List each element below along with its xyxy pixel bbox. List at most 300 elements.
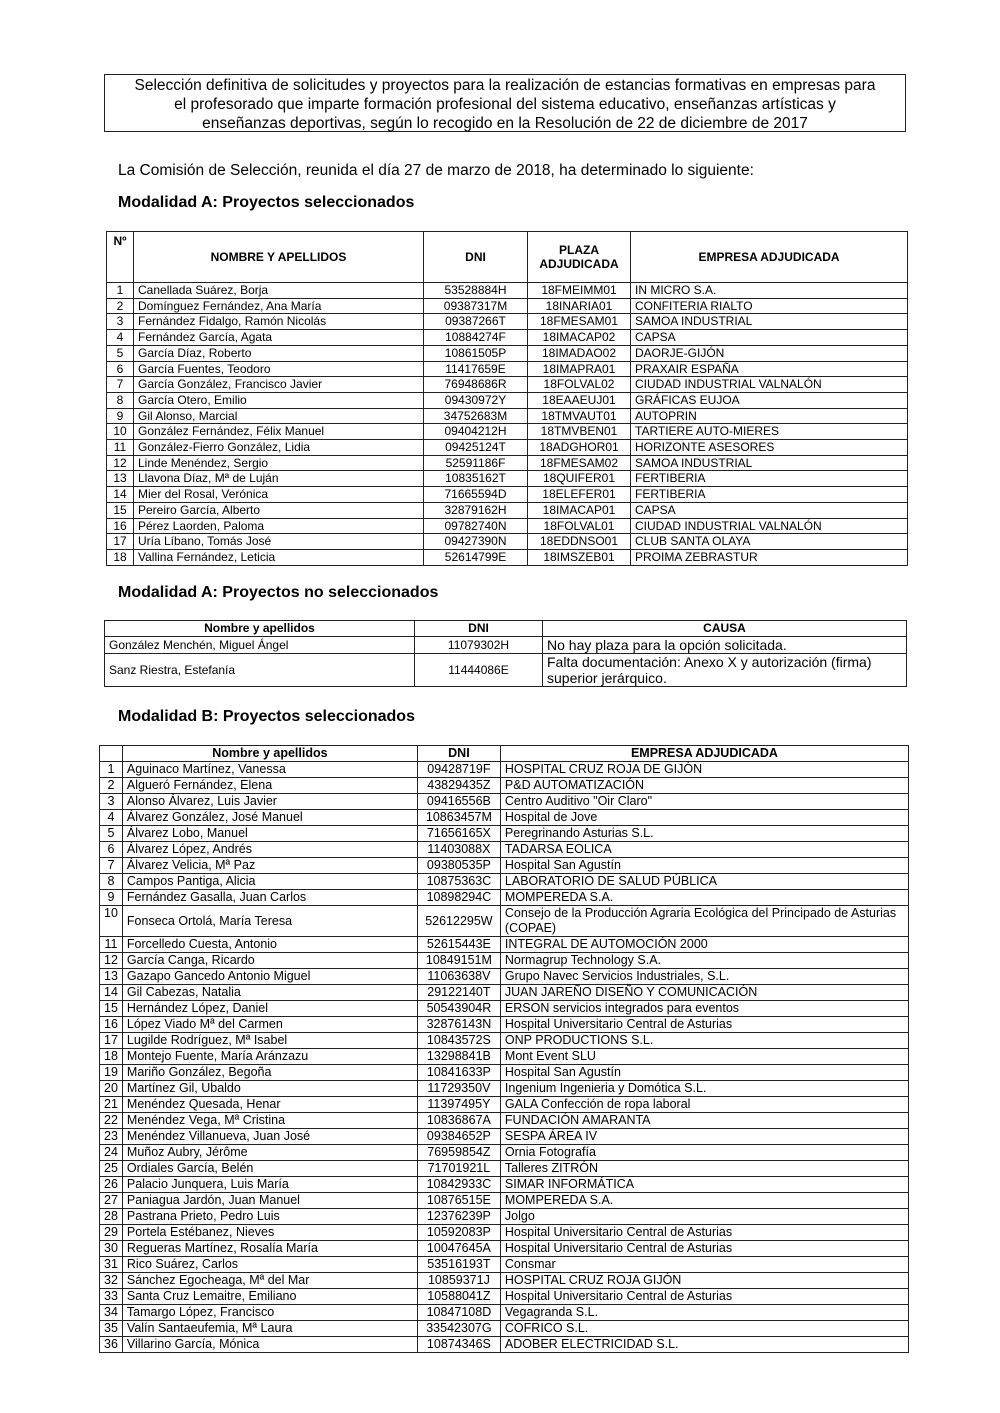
cell-dni: 33542307G bbox=[417, 1321, 500, 1337]
cell-empresa: FERTIBERIA bbox=[631, 487, 908, 503]
table-row bbox=[100, 953, 909, 969]
cell-dni: 09428719F bbox=[417, 762, 500, 778]
table-row bbox=[100, 1097, 909, 1113]
cell-name: López Viado Mª del Carmen bbox=[122, 1017, 417, 1033]
table-header-row bbox=[100, 746, 909, 762]
table-row bbox=[105, 654, 907, 687]
table-row bbox=[107, 534, 908, 550]
cell-no: 6 bbox=[107, 361, 134, 377]
cell-no: 2 bbox=[107, 298, 134, 314]
cell-dni: 10835162T bbox=[424, 471, 528, 487]
header-plaza-line-2: ADJUDICADA bbox=[539, 257, 619, 271]
cell-no: 1 bbox=[100, 762, 123, 778]
cell-empresa: IN MICRO S.A. bbox=[631, 283, 908, 299]
table-row bbox=[100, 1065, 909, 1081]
cell-empresa: HORIZONTE ASESORES bbox=[631, 440, 908, 456]
cell-dni: 10047645A bbox=[417, 1241, 500, 1257]
cell-name: Álvarez López, Andrés bbox=[122, 842, 417, 858]
table-row bbox=[100, 1145, 909, 1161]
cell-name: González-Fierro González, Lidia bbox=[134, 440, 424, 456]
table-modalidad-a-not-selected bbox=[104, 620, 907, 687]
cell-dni: 09384652P bbox=[417, 1129, 500, 1145]
cell-dni: 09425124T bbox=[424, 440, 528, 456]
cell-empresa: FUNDACIÓN AMARANTA bbox=[500, 1113, 908, 1129]
title-line-1: Selección definitiva de solicitudes y proyectos para la realización de estancias formativas en empresas para bbox=[134, 77, 876, 94]
cell-empresa: GRÁFICAS EUJOA bbox=[631, 392, 908, 408]
cell-no: 23 bbox=[100, 1129, 123, 1145]
cell-empresa: Grupo Navec Servicios Industriales, S.L. bbox=[500, 969, 908, 985]
table-row bbox=[100, 778, 909, 794]
cell-name: Palacio Junquera, Luis María bbox=[122, 1177, 417, 1193]
cell-name: Sánchez Egocheaga, Mª del Mar bbox=[122, 1273, 417, 1289]
cell-name: Alonso Álvarez, Luis Javier bbox=[122, 794, 417, 810]
cell-no: 32 bbox=[100, 1273, 123, 1289]
cell-no: 10 bbox=[107, 424, 134, 440]
header-empresa: EMPRESA ADJUDICADA bbox=[631, 232, 908, 283]
cell-empresa: FERTIBERIA bbox=[631, 471, 908, 487]
cell-empresa: Vegagranda S.L. bbox=[500, 1305, 908, 1321]
cell-dni: 52614799E bbox=[424, 549, 528, 565]
cell-no: 27 bbox=[100, 1193, 123, 1209]
table-modalidad-b-selected bbox=[99, 745, 909, 1353]
table-row bbox=[100, 969, 909, 985]
table-row bbox=[100, 906, 909, 937]
cell-dni: 53516193T bbox=[417, 1257, 500, 1273]
cell-dni: 52591186F bbox=[424, 455, 528, 471]
cell-name: Paniagua Jardón, Juan Manuel bbox=[122, 1193, 417, 1209]
table-row bbox=[100, 1001, 909, 1017]
table-header-row bbox=[105, 621, 907, 637]
cell-empresa: Consmar bbox=[500, 1257, 908, 1273]
cell-no: 22 bbox=[100, 1113, 123, 1129]
cell-dni: 32876143N bbox=[417, 1017, 500, 1033]
table-row bbox=[105, 637, 907, 654]
cell-dni: 52615443E bbox=[417, 937, 500, 953]
cell-dni: 10876515E bbox=[417, 1193, 500, 1209]
cell-name: García Otero, Emilio bbox=[134, 392, 424, 408]
table-row bbox=[100, 985, 909, 1001]
cell-dni: 52612295W bbox=[417, 906, 500, 937]
cell-empresa: COFRICO S.L. bbox=[500, 1321, 908, 1337]
cell-no: 21 bbox=[100, 1097, 123, 1113]
cell-dni: 12376239P bbox=[417, 1209, 500, 1225]
cell-no: 17 bbox=[107, 534, 134, 550]
cell-no: 36 bbox=[100, 1337, 123, 1353]
cell-plaza: 18TMVBEN01 bbox=[528, 424, 631, 440]
cell-dni: 76948686R bbox=[424, 377, 528, 393]
cell-dni: 10847108D bbox=[417, 1305, 500, 1321]
cell-name: Fonseca Ortolá, María Teresa bbox=[122, 906, 417, 937]
table-row bbox=[100, 1017, 909, 1033]
cell-plaza: 18EDDNSO01 bbox=[528, 534, 631, 550]
cell-no: 1 bbox=[107, 283, 134, 299]
cell-dni: 11063638V bbox=[417, 969, 500, 985]
cell-dni: 10859371J bbox=[417, 1273, 500, 1289]
cell-plaza: 18FMESAM02 bbox=[528, 455, 631, 471]
cell-dni: 10588041Z bbox=[417, 1289, 500, 1305]
cell-no: 17 bbox=[100, 1033, 123, 1049]
cell-empresa: Hospital Universitario Central de Asturias bbox=[500, 1241, 908, 1257]
cell-name: Martínez Gil, Ubaldo bbox=[122, 1081, 417, 1097]
cell-name: Hernández López, Daniel bbox=[122, 1001, 417, 1017]
table-row bbox=[100, 762, 909, 778]
cell-name: Álvarez González, José Manuel bbox=[122, 810, 417, 826]
table-row bbox=[107, 314, 908, 330]
cell-plaza: 18IMADAO02 bbox=[528, 345, 631, 361]
cell-dni: 11729350V bbox=[417, 1081, 500, 1097]
table-row bbox=[107, 392, 908, 408]
header-plaza-line-1: PLAZA bbox=[559, 242, 599, 257]
cell-no: 34 bbox=[100, 1305, 123, 1321]
table-row bbox=[107, 487, 908, 503]
cell-empresa: INTEGRAL DE AUTOMOCIÓN 2000 bbox=[500, 937, 908, 953]
heading-modalidad-a-selected: Modalidad A: Proyectos seleccionados bbox=[118, 194, 415, 211]
cell-dni: 10898294C bbox=[417, 890, 500, 906]
cell-empresa: Ornia Fotografía bbox=[500, 1145, 908, 1161]
cell-name: Portela Estébanez, Nieves bbox=[122, 1225, 417, 1241]
table-row bbox=[107, 455, 908, 471]
heading-modalidad-a-not-selected: Modalidad A: Proyectos no seleccionados bbox=[118, 584, 439, 601]
cell-name: Álvarez Velicia, Mª Paz bbox=[122, 858, 417, 874]
cell-name: Tamargo López, Francisco bbox=[122, 1305, 417, 1321]
table-row bbox=[100, 842, 909, 858]
cell-no: 30 bbox=[100, 1241, 123, 1257]
cell-dni: 09380535P bbox=[417, 858, 500, 874]
cell-no: 8 bbox=[100, 874, 123, 890]
cell-name: Aguinaco Martínez, Vanessa bbox=[122, 762, 417, 778]
cell-name: Lugilde Rodríguez, Mª Isabel bbox=[122, 1033, 417, 1049]
table-row bbox=[100, 1129, 909, 1145]
cell-name: Gazapo Gancedo Antonio Miguel bbox=[122, 969, 417, 985]
cell-empresa: LABORATORIO DE SALUD PÚBLICA bbox=[500, 874, 908, 890]
cell-empresa: HOSPITAL CRUZ ROJA GIJÓN bbox=[500, 1273, 908, 1289]
cell-plaza: 18FMEIMM01 bbox=[528, 283, 631, 299]
cell-empresa: Hospital Universitario Central de Asturias bbox=[500, 1017, 908, 1033]
table-row bbox=[100, 794, 909, 810]
table-row bbox=[107, 549, 908, 565]
cell-name: Montejo Fuente, María Aránzazu bbox=[122, 1049, 417, 1065]
table-row bbox=[100, 1241, 909, 1257]
cell-dni: 10842933C bbox=[417, 1177, 500, 1193]
header-name: NOMBRE Y APELLIDOS bbox=[134, 232, 424, 283]
cell-no: 3 bbox=[100, 794, 123, 810]
cell-dni: 10874346S bbox=[417, 1337, 500, 1353]
cell-name: González Fernández, Félix Manuel bbox=[134, 424, 424, 440]
cell-dni: 71665594D bbox=[424, 487, 528, 503]
cell-dni: 09427390N bbox=[424, 534, 528, 550]
cell-dni: 10849151M bbox=[417, 953, 500, 969]
cell-no: 35 bbox=[100, 1321, 123, 1337]
table-row bbox=[100, 937, 909, 953]
cell-no: 16 bbox=[100, 1017, 123, 1033]
cell-empresa: SESPA ÁREA IV bbox=[500, 1129, 908, 1145]
table-header-row bbox=[107, 232, 908, 283]
cell-dni: 43829435Z bbox=[417, 778, 500, 794]
cell-name: Algueró Fernández, Elena bbox=[122, 778, 417, 794]
cell-no: 11 bbox=[107, 440, 134, 456]
cell-dni: 11397495Y bbox=[417, 1097, 500, 1113]
cell-name: Muñoz Aubry, Jérôme bbox=[122, 1145, 417, 1161]
table-row bbox=[107, 518, 908, 534]
cell-name: Menéndez Villanueva, Juan José bbox=[122, 1129, 417, 1145]
cell-dni: 09416556B bbox=[417, 794, 500, 810]
cell-no: 8 bbox=[107, 392, 134, 408]
cell-no: 20 bbox=[100, 1081, 123, 1097]
cell-empresa: CONFITERIA RIALTO bbox=[631, 298, 908, 314]
cell-empresa: DAORJE-GIJÓN bbox=[631, 345, 908, 361]
cell-no: 2 bbox=[100, 778, 123, 794]
cell-name: Sanz Riestra, Estefanía bbox=[105, 654, 415, 687]
cell-name: Vallina Fernández, Leticia bbox=[134, 549, 424, 565]
cell-dni: 10863457M bbox=[417, 810, 500, 826]
cell-dni: 29122140T bbox=[417, 985, 500, 1001]
table-row bbox=[107, 424, 908, 440]
cell-dni: 09782740N bbox=[424, 518, 528, 534]
cell-empresa: CIUDAD INDUSTRIAL VALNALÓN bbox=[631, 518, 908, 534]
cell-empresa: Consejo de la Producción Agraria Ecológica del Principado de Asturias (COPAE) bbox=[500, 906, 908, 937]
cell-dni: 09430972Y bbox=[424, 392, 528, 408]
cell-empresa: Talleres ZITRÓN bbox=[500, 1161, 908, 1177]
cell-dni: 53528884H bbox=[424, 283, 528, 299]
cell-empresa: CIUDAD INDUSTRIAL VALNALÓN bbox=[631, 377, 908, 393]
cell-name: Linde Menéndez, Sergio bbox=[134, 455, 424, 471]
cell-plaza: 18IMACAP01 bbox=[528, 502, 631, 518]
cell-name: Uría Líbano, Tomás José bbox=[134, 534, 424, 550]
cell-name: Fernández García, Agata bbox=[134, 330, 424, 346]
cell-causa: Falta documentación: Anexo X y autorización (firma) superior jerárquico. bbox=[543, 654, 907, 687]
cell-name: García González, Francisco Javier bbox=[134, 377, 424, 393]
cell-no: 4 bbox=[107, 330, 134, 346]
cell-no: 31 bbox=[100, 1257, 123, 1273]
cell-no: 33 bbox=[100, 1289, 123, 1305]
cell-no: 15 bbox=[107, 502, 134, 518]
cell-no: 24 bbox=[100, 1145, 123, 1161]
header-causa: CAUSA bbox=[543, 621, 907, 637]
cell-empresa: CLUB SANTA OLAYA bbox=[631, 534, 908, 550]
table-modalidad-a-selected bbox=[106, 231, 908, 566]
cell-name: Ordiales García, Belén bbox=[122, 1161, 417, 1177]
header-name: Nombre y apellidos bbox=[122, 746, 417, 762]
header-name: Nombre y apellidos bbox=[105, 621, 415, 637]
table-row bbox=[100, 1305, 909, 1321]
cell-dni: 11444086E bbox=[415, 654, 543, 687]
table-row bbox=[100, 1289, 909, 1305]
cell-empresa: PRAXAIR ESPAÑA bbox=[631, 361, 908, 377]
cell-no: 7 bbox=[100, 858, 123, 874]
table-row bbox=[100, 1225, 909, 1241]
cell-name: González Menchén, Miguel Ángel bbox=[105, 637, 415, 654]
table-row bbox=[100, 1177, 909, 1193]
cell-name: Forcelledo Cuesta, Antonio bbox=[122, 937, 417, 953]
cell-no: 29 bbox=[100, 1225, 123, 1241]
table-row bbox=[107, 377, 908, 393]
cell-no: 13 bbox=[107, 471, 134, 487]
cell-no: 15 bbox=[100, 1001, 123, 1017]
cell-dni: 11079302H bbox=[415, 637, 543, 654]
cell-no: 26 bbox=[100, 1177, 123, 1193]
cell-name: Fernández Gasalla, Juan Carlos bbox=[122, 890, 417, 906]
cell-plaza: 18ADGHOR01 bbox=[528, 440, 631, 456]
header-dni: DNI bbox=[417, 746, 500, 762]
cell-name: Valín Santaeufemia, Mª Laura bbox=[122, 1321, 417, 1337]
cell-name: García Díaz, Roberto bbox=[134, 345, 424, 361]
header-empresa: EMPRESA ADJUDICADA bbox=[500, 746, 908, 762]
cell-no: 14 bbox=[100, 985, 123, 1001]
cell-name: García Canga, Ricardo bbox=[122, 953, 417, 969]
cell-name: Santa Cruz Lemaitre, Emiliano bbox=[122, 1289, 417, 1305]
cell-no: 6 bbox=[100, 842, 123, 858]
cell-no: 3 bbox=[107, 314, 134, 330]
cell-name: Campos Pantiga, Alicia bbox=[122, 874, 417, 890]
cell-empresa: GALA Confección de ropa laboral bbox=[500, 1097, 908, 1113]
cell-empresa: ONP PRODUCTIONS S.L. bbox=[500, 1033, 908, 1049]
table-row bbox=[100, 890, 909, 906]
cell-name: Gil Alonso, Marcial bbox=[134, 408, 424, 424]
cell-plaza: 18QUIFER01 bbox=[528, 471, 631, 487]
cell-name: Mariño González, Begoña bbox=[122, 1065, 417, 1081]
cell-empresa: SIMAR INFORMÁTICA bbox=[500, 1177, 908, 1193]
cell-plaza: 18EAAEUJ01 bbox=[528, 392, 631, 408]
cell-empresa: TARTIERE AUTO-MIERES bbox=[631, 424, 908, 440]
cell-empresa: SAMOA INDUSTRIAL bbox=[631, 455, 908, 471]
cell-empresa: MOMPEREDA S.A. bbox=[500, 890, 908, 906]
cell-empresa: CAPSA bbox=[631, 330, 908, 346]
cell-empresa: P&D AUTOMATIZACIÓN bbox=[500, 778, 908, 794]
cell-plaza: 18FOLVAL01 bbox=[528, 518, 631, 534]
cell-dni: 32879162H bbox=[424, 502, 528, 518]
cell-dni: 09387266T bbox=[424, 314, 528, 330]
cell-empresa: PROIMA ZEBRASTUR bbox=[631, 549, 908, 565]
cell-empresa: Ingenium Ingenieria y Domótica S.L. bbox=[500, 1081, 908, 1097]
header-dni: DNI bbox=[415, 621, 543, 637]
cell-name: Mier del Rosal, Verónica bbox=[134, 487, 424, 503]
cell-name: Pereiro García, Alberto bbox=[134, 502, 424, 518]
table-row bbox=[107, 361, 908, 377]
cell-dni: 11403088X bbox=[417, 842, 500, 858]
cell-empresa: Hospital Universitario Central de Asturias bbox=[500, 1289, 908, 1305]
cell-no: 5 bbox=[100, 826, 123, 842]
cell-name: Menéndez Vega, Mª Cristina bbox=[122, 1113, 417, 1129]
cell-empresa: Hospital San Agustín bbox=[500, 858, 908, 874]
cell-empresa: ERSON servicios integrados para eventos bbox=[500, 1001, 908, 1017]
header-dni: DNI bbox=[424, 232, 528, 283]
cell-name: Fernández Fidalgo, Ramón Nicolás bbox=[134, 314, 424, 330]
cell-no: 7 bbox=[107, 377, 134, 393]
table-row bbox=[107, 298, 908, 314]
cell-dni: 10884274F bbox=[424, 330, 528, 346]
cell-no: 19 bbox=[100, 1065, 123, 1081]
title-line-3: enseñanzas deportivas, según lo recogido en la Resolución de 22 de diciembre de 2017 bbox=[202, 115, 808, 132]
table-row bbox=[100, 1257, 909, 1273]
table-row bbox=[107, 345, 908, 361]
cell-plaza: 18INARIA01 bbox=[528, 298, 631, 314]
cell-empresa: Hospital San Agustín bbox=[500, 1065, 908, 1081]
table-row bbox=[100, 1193, 909, 1209]
table-row bbox=[100, 826, 909, 842]
cell-dni: 10843572S bbox=[417, 1033, 500, 1049]
cell-no: 28 bbox=[100, 1209, 123, 1225]
cell-name: Gil Cabezas, Natalia bbox=[122, 985, 417, 1001]
cell-empresa: CAPSA bbox=[631, 502, 908, 518]
table-row bbox=[100, 1113, 909, 1129]
cell-dni: 09387317M bbox=[424, 298, 528, 314]
cell-no: 18 bbox=[107, 549, 134, 565]
table-row bbox=[100, 1033, 909, 1049]
document-title-box bbox=[104, 74, 906, 132]
cell-empresa: JUAN JAREÑO DISEÑO Y COMUNICACIÓN bbox=[500, 985, 908, 1001]
cell-no: 5 bbox=[107, 345, 134, 361]
cell-name: Regueras Martínez, Rosalía María bbox=[122, 1241, 417, 1257]
cell-empresa: HOSPITAL CRUZ ROJA DE GIJÓN bbox=[500, 762, 908, 778]
cell-empresa: AUTOPRIN bbox=[631, 408, 908, 424]
heading-modalidad-b-selected: Modalidad B: Proyectos seleccionados bbox=[118, 708, 415, 725]
table-row bbox=[100, 874, 909, 890]
cell-dni: 34752683M bbox=[424, 408, 528, 424]
cell-empresa: Jolgo bbox=[500, 1209, 908, 1225]
cell-dni: 11417659E bbox=[424, 361, 528, 377]
cell-dni: 13298841B bbox=[417, 1049, 500, 1065]
cell-no: 9 bbox=[107, 408, 134, 424]
cell-name: Pastrana Prieto, Pedro Luis bbox=[122, 1209, 417, 1225]
header-no: Nº bbox=[107, 232, 134, 283]
table-row bbox=[100, 1273, 909, 1289]
table-row bbox=[100, 858, 909, 874]
cell-name: Menéndez Quesada, Henar bbox=[122, 1097, 417, 1113]
cell-empresa: TADARSA EOLICA bbox=[500, 842, 908, 858]
table-row bbox=[107, 440, 908, 456]
cell-no: 4 bbox=[100, 810, 123, 826]
cell-name: Canellada Suárez, Borja bbox=[134, 283, 424, 299]
cell-no: 12 bbox=[100, 953, 123, 969]
table-row bbox=[100, 1337, 909, 1353]
cell-dni: 50543904R bbox=[417, 1001, 500, 1017]
cell-empresa: Centro Auditivo "Oir Claro" bbox=[500, 794, 908, 810]
cell-name: Álvarez Lobo, Manuel bbox=[122, 826, 417, 842]
table-row bbox=[100, 1321, 909, 1337]
cell-plaza: 18IMACAP02 bbox=[528, 330, 631, 346]
cell-dni: 71701921L bbox=[417, 1161, 500, 1177]
table-row bbox=[107, 283, 908, 299]
table-row bbox=[107, 408, 908, 424]
cell-dni: 10875363C bbox=[417, 874, 500, 890]
cell-dni: 10841633P bbox=[417, 1065, 500, 1081]
cell-empresa: SAMOA INDUSTRIAL bbox=[631, 314, 908, 330]
cell-dni: 10861505P bbox=[424, 345, 528, 361]
cell-empresa: Hospital de Jove bbox=[500, 810, 908, 826]
cell-no: 18 bbox=[100, 1049, 123, 1065]
cell-name: Llavona Díaz, Mª de Luján bbox=[134, 471, 424, 487]
cell-empresa: MOMPEREDA S.A. bbox=[500, 1193, 908, 1209]
cell-name: Rico Suárez, Carlos bbox=[122, 1257, 417, 1273]
cell-name: Domínguez Fernández, Ana María bbox=[134, 298, 424, 314]
cell-no: 11 bbox=[100, 937, 123, 953]
cell-causa: No hay plaza para la opción solicitada. bbox=[543, 637, 907, 654]
cell-plaza: 18IMAPRA01 bbox=[528, 361, 631, 377]
table-row bbox=[100, 1209, 909, 1225]
table-row bbox=[100, 1049, 909, 1065]
cell-no: 13 bbox=[100, 969, 123, 985]
title-line-2: el profesorado que imparte formación profesional del sistema educativo, enseñanzas artísticas y bbox=[174, 96, 836, 113]
cell-no: 14 bbox=[107, 487, 134, 503]
header-no bbox=[100, 746, 123, 762]
cell-name: Pérez Laorden, Paloma bbox=[134, 518, 424, 534]
cell-empresa: Hospital Universitario Central de Asturias bbox=[500, 1225, 908, 1241]
cell-empresa: ADOBER ELECTRICIDAD S.L. bbox=[500, 1337, 908, 1353]
header-plaza bbox=[528, 232, 631, 283]
cell-no: 9 bbox=[100, 890, 123, 906]
table-row bbox=[107, 471, 908, 487]
cell-name: Villarino García, Mónica bbox=[122, 1337, 417, 1353]
